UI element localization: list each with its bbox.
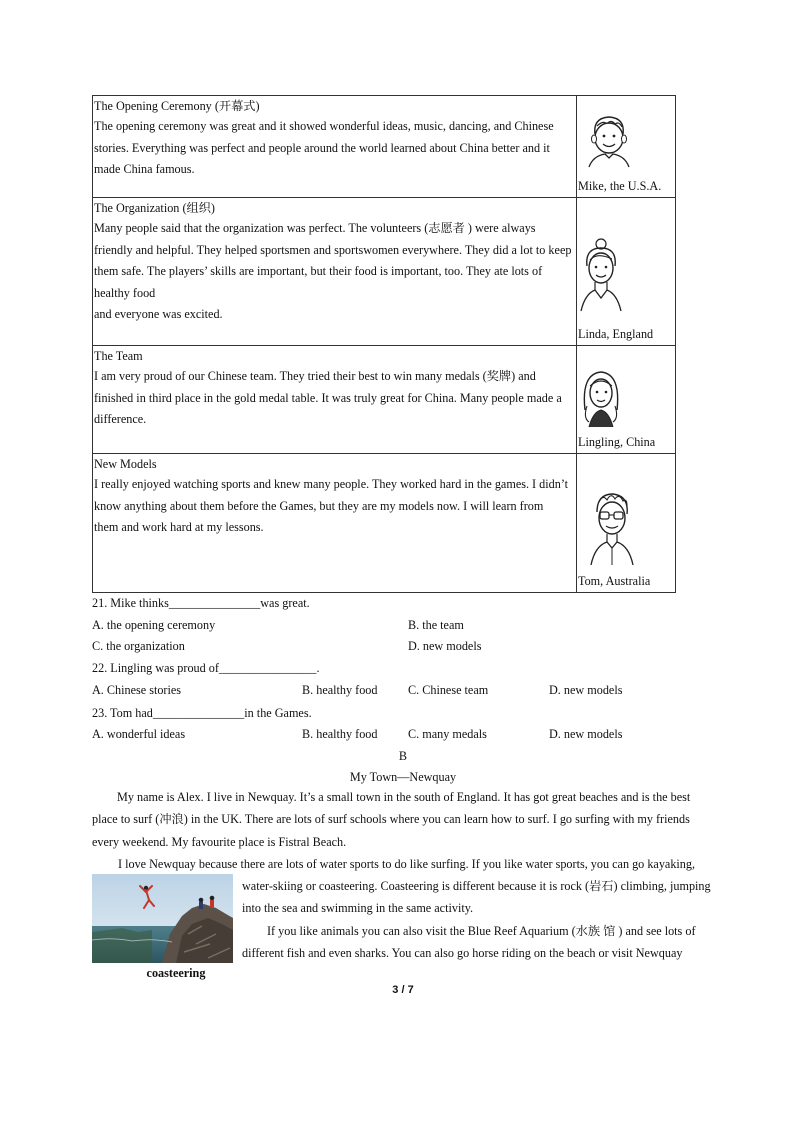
opinion-text-cell [93, 198, 577, 346]
section-letter: B [398, 749, 408, 763]
person-caption: Lingling, China [578, 435, 656, 449]
passage-line: every weekend. My favourite place is Fistral Beach. [92, 834, 347, 849]
opinion-line: difference. [94, 412, 147, 426]
passage-line: into the sea and swimming in the same activity. [242, 901, 474, 916]
opinions-table [92, 95, 676, 593]
passage-title: My Town—Newquay [349, 770, 457, 784]
person-caption: Tom, Australia [578, 574, 651, 588]
person-caption: Linda, England [578, 327, 654, 341]
question-stem: 21. Mike thinks_______________was great. [92, 596, 310, 610]
opinion-line: healthy food [94, 285, 156, 300]
girl-portrait-icon [579, 366, 623, 428]
opinion-title: The Opening Ceremony (开幕式) [94, 99, 260, 113]
answer-option: A. wonderful ideas [92, 727, 186, 741]
opinion-line: The opening ceremony was great and it showed wonderful ideas, music, dancing, and Chinese [94, 119, 554, 133]
answer-option: D. new models [408, 639, 482, 653]
person-cell [577, 454, 676, 593]
opinion-line: I really enjoyed watching sports and knew many people. They worked hard in the games. I didn’t [94, 477, 569, 491]
answer-option: A. Chinese stories [92, 683, 182, 697]
person-cell [577, 346, 676, 454]
opinion-line: and everyone was excited. [94, 307, 223, 321]
passage-line: different fish and even sharks. You can also go horse riding on the beach or visit Newquay [242, 945, 683, 960]
opinion-line: them and work hard at my lessons. [94, 520, 264, 534]
opinion-line: Many people said that the organization was perfect. The volunteers (志愿者 ) were always [94, 221, 536, 235]
boy-with-glasses-icon [587, 490, 635, 566]
person-caption: Mike, the U.S.A. [578, 179, 662, 193]
opinion-line: stories. Everything was perfect and people around the world learned about China better and it [94, 140, 550, 155]
answer-option: B. healthy food [302, 683, 378, 697]
answer-option: C. Chinese team [408, 683, 489, 697]
passage-paragraph [242, 875, 711, 964]
opinion-line: friendly and helpful. They helped sportsmen and sportswomen everywhere. They did a lot to keep [94, 242, 572, 257]
opinion-line: I am very proud of our Chinese team. They tried their best to win many medals (奖牌) and [94, 369, 536, 383]
passage-paragraph [92, 786, 712, 853]
coasteering-photo [92, 874, 233, 963]
answer-option: B. the team [408, 618, 464, 632]
opinion-text-cell [93, 454, 577, 593]
question-stem: 23. Tom had_______________in the Games. [92, 706, 312, 720]
person-cell [577, 96, 676, 198]
page-number: 3 / 7 [392, 984, 414, 996]
opinion-title: The Organization (组织) [94, 201, 215, 215]
passage-line: place to surf (冲浪) in the UK. There are lots of surf schools where you can learn how to surf. I go surfing with my friends [92, 812, 690, 827]
answer-option: C. the organization [92, 639, 185, 653]
opinion-text-cell [93, 96, 577, 198]
passage-line: I love Newquay because there are lots of water sports to do like surfing. If you like water sports, you can go kayaking, [118, 857, 696, 871]
answer-option: A. the opening ceremony [92, 618, 216, 632]
question-stem: 22. Lingling was proud of________________. [92, 661, 320, 675]
opinion-title: New Models [94, 457, 157, 471]
passage-line: If you like animals you can also visit the Blue Reef Aquarium (水族 馆 ) and see lots of [267, 923, 696, 938]
answer-option: D. new models [549, 727, 623, 741]
opinion-line: them safe. The players’ skills are important, but their food is important, too. They ate lots of [94, 264, 543, 278]
opinion-text-cell [93, 346, 577, 454]
answer-option: B. healthy food [302, 727, 378, 741]
answer-option: D. new models [549, 683, 623, 697]
opinion-line: know anything about them before the Games, but they are my models now. I will learn from [94, 498, 544, 513]
opinion-line: made China famous. [94, 162, 195, 176]
boy-portrait-icon [585, 112, 633, 168]
opinion-title: The Team [94, 349, 143, 363]
answer-option: C. many medals [408, 727, 487, 741]
opinion-line: finished in third place in the gold medal table. It was truly great for China. Many people made a [94, 390, 562, 405]
passage-line: My name is Alex. I live in Newquay. It’s a small town in the south of England. It has got great beaches and is the best [117, 790, 691, 804]
person-cell [577, 198, 676, 346]
woman-portrait-icon [579, 238, 623, 312]
passage-line: water-skiing or coasteering. Coasteering is different because it is rock (岩石) climbing, jumping [242, 879, 711, 893]
photo-caption: coasteering [146, 966, 206, 980]
